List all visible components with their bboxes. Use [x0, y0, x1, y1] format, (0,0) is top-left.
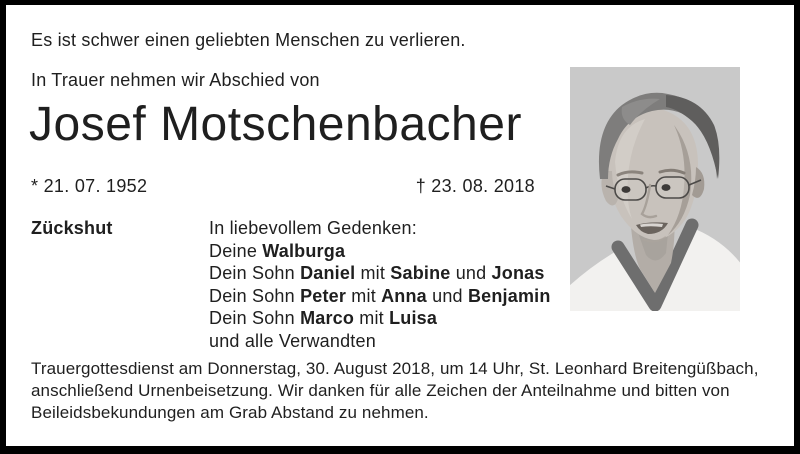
memorial-line: Dein Sohn Daniel mit Sabine und Jonas: [209, 263, 545, 283]
left-eye: [622, 186, 631, 193]
memorial-line: In liebevollem Gedenken:: [209, 218, 417, 238]
death-date: † 23. 08. 2018: [415, 176, 535, 196]
funeral-line: Beileidsbekundungen am Grab Abstand zu nehmen.: [31, 403, 429, 422]
portrait-photo: [570, 67, 740, 311]
intro-line: Es ist schwer einen geliebten Menschen zu verlieren.: [31, 30, 466, 50]
memorial-line: und alle Verwandten: [209, 330, 376, 351]
hometown-label: Zückshut: [31, 218, 113, 238]
funeral-announcement: [31, 358, 759, 424]
memorial-line: Dein Sohn Peter mit Anna und Benjamin: [209, 285, 551, 306]
memorial-lines: [209, 217, 551, 352]
right-eye: [662, 184, 671, 191]
deceased-name: Josef Motschenbacher: [29, 98, 522, 151]
life-dates: [31, 176, 535, 197]
farewell-line: In Trauer nehmen wir Abschied von: [31, 70, 320, 90]
funeral-line: anschließend Urnenbeisetzung. Wir danken für alle Zeichen der Anteilnahme und bitten von: [31, 381, 730, 400]
birth-date: * 21. 07. 1952: [31, 176, 148, 196]
memorial-line: Dein Sohn Marco mit Luisa: [209, 308, 438, 328]
obituary-sheet: [6, 5, 794, 446]
portrait-photo-graphic: [570, 67, 740, 311]
memorial-line: Deine Walburga: [209, 240, 346, 261]
funeral-line: Trauergottesdienst am Donnerstag, 30. August 2018, um 14 Uhr, St. Leonhard Breitengüßbach,: [31, 359, 759, 378]
